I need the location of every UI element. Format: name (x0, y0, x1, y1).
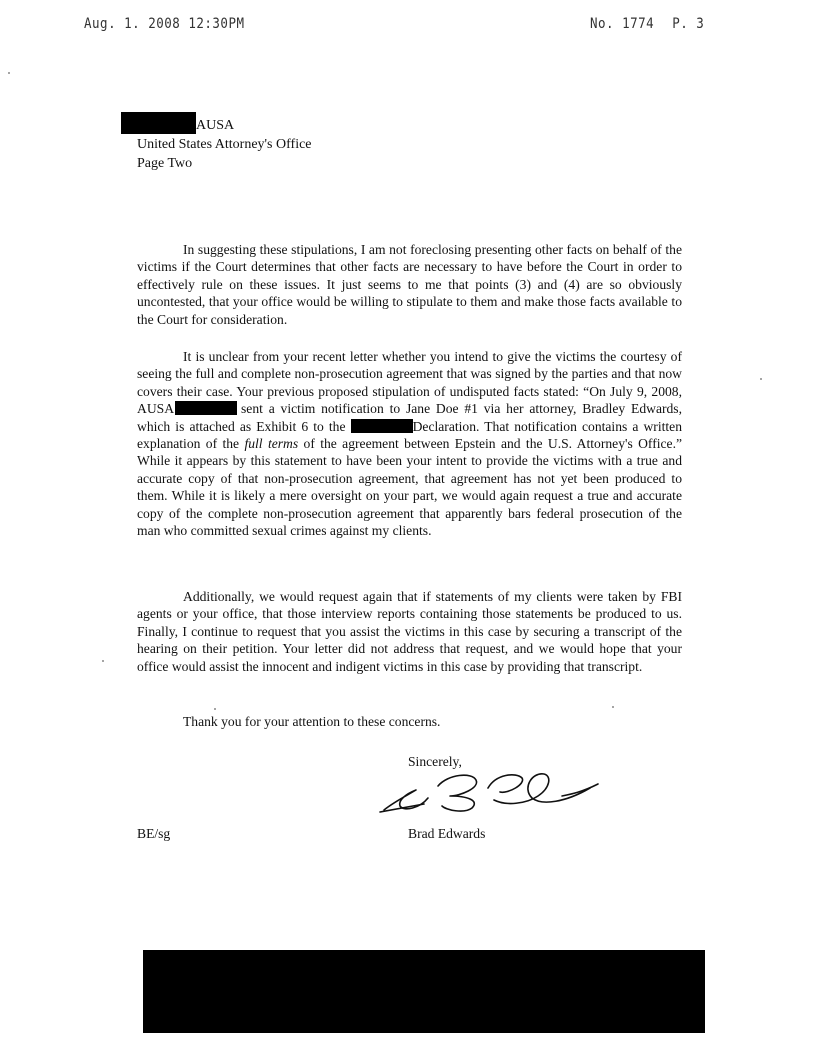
scan-speck (102, 660, 104, 662)
closing-sincerely: Sincerely, (408, 754, 462, 769)
scan-speck (760, 378, 762, 380)
text-segment: Declaration. That notification contains a written explanation of the (137, 418, 682, 452)
handwritten-signature (376, 766, 606, 816)
redaction-block (175, 401, 237, 415)
text-segment: sent a victim notification to Jane Doe #1 via her attorney, Bradley Edwards, which is attached as Exhibit 6 to the (137, 401, 682, 434)
fax-number-page (590, 14, 722, 31)
paragraph-stipulations (137, 241, 682, 328)
redaction-block (351, 419, 413, 433)
closing-thanks: Thank you for your attention to these concerns. (183, 714, 441, 729)
redaction-block (143, 950, 705, 1033)
scan-speck (214, 708, 216, 710)
paragraph-non-prosecution-agreement (137, 348, 682, 539)
paragraph-interview-reports (137, 588, 682, 675)
page-label: Page Two (137, 156, 193, 171)
typist-initials: BE/sg (137, 826, 171, 841)
redaction-block (121, 112, 196, 134)
fax-page: P. 3 (672, 14, 705, 32)
letter-header (137, 112, 312, 173)
paragraph-text: Additionally, we would request again that if statements of my clients were taken by FBI agents or your office, that those interview reports containing those statements be produced to us. Finally, I continue to request that you assist the victims in this case by securing a transcript of the hearing on their petition. Your letter did not address that request, and we would hope that your office would assist the innocent and indigent victims in this case by providing that transcript. (137, 589, 682, 674)
recipient-title: AUSA (196, 118, 235, 133)
fax-timestamp: Aug. 1. 2008 12:30PM (84, 14, 245, 32)
scan-speck (8, 72, 10, 74)
text-segment: of the agreement between Epstein and the U.S. Attorney's Office.” While it appears by this statement to have been your intent to provide the victims with a true and accurate copy of that non-prosecution agreement, that agreement has not yet been produced to them. While it is likely a mere oversight on your part, we would again request a true and accurate copy of the complete non-prosecution agreement that apparently bars federal prosecution of the man who committed sexual crimes against my clients. (137, 436, 683, 539)
recipient-line (137, 112, 312, 135)
signer-name: Brad Edwards (408, 826, 486, 841)
paragraph-text: In suggesting these stipulations, I am not foreclosing presenting other facts on behalf of the victims if the Court determines that other facts are necessary to have before the Court in order to effectively rule on these issues. It just seems to me that points (3) and (4) are so obviously uncontested, that your office would be willing to stipulate to them and make those facts available to the Court for consideration. (137, 242, 682, 327)
scan-speck (612, 706, 614, 708)
paragraph-text (137, 348, 682, 539)
recipient-office: United States Attorney's Office (137, 137, 312, 152)
text-segment: It is unclear from your recent letter whether you intend to give the victims the courtesy of seeing the full and complete non-prosecution agreement that was signed by the parties and that now covers their case. Your previous proposed stipulation of undisputed facts stated: “On July 9, 2008, AUSA (137, 349, 682, 417)
fax-number: No. 1774 (590, 14, 655, 32)
emphasis-text: full terms (244, 436, 299, 452)
